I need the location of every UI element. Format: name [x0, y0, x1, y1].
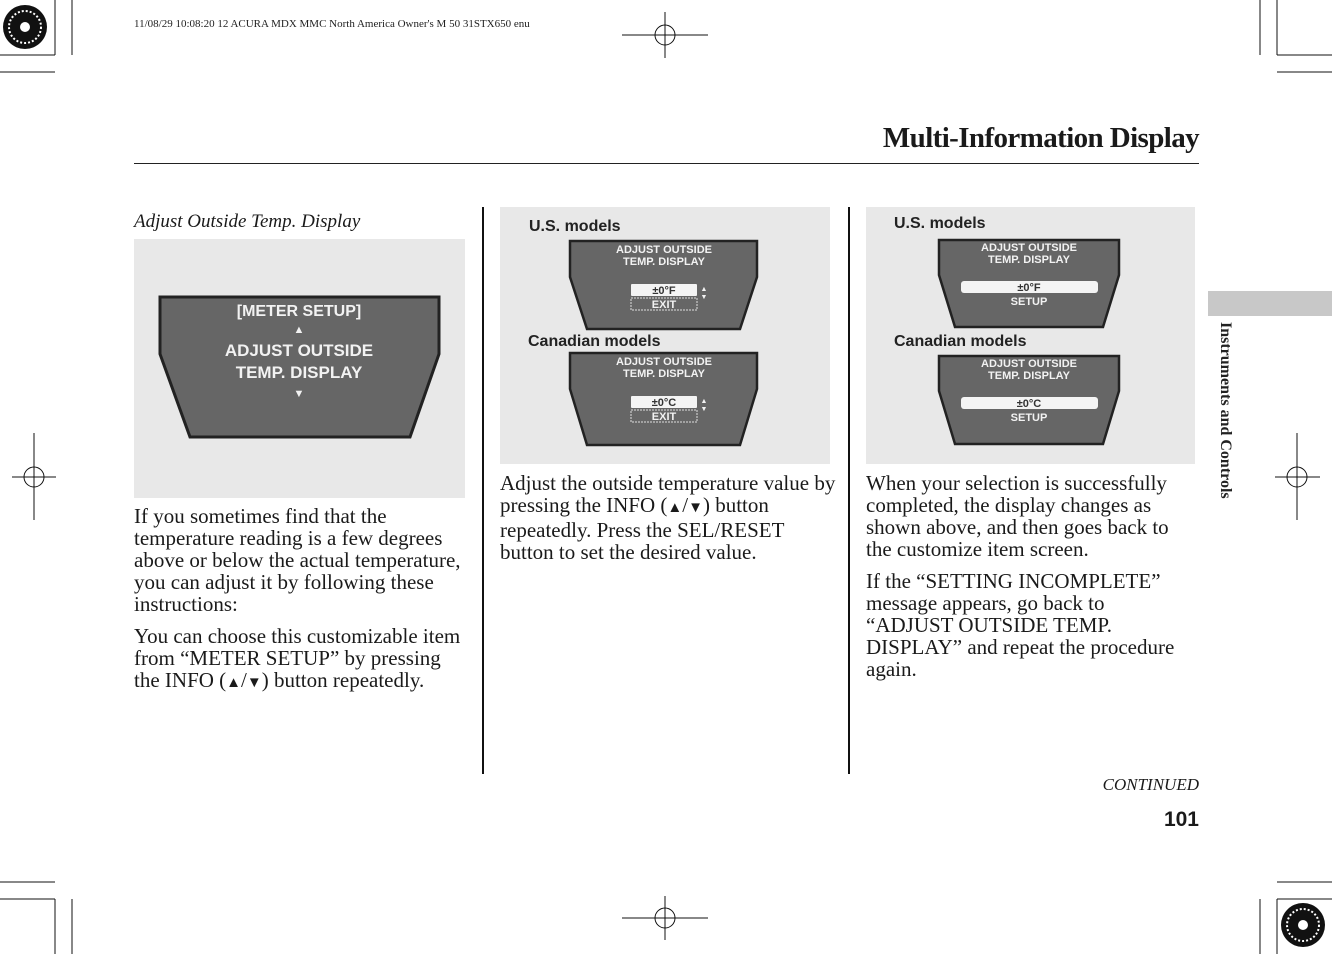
up-arrow-icon: ▲ — [293, 324, 305, 336]
intro-paragraph: If you sometimes find that the temperature reading is a few degrees above or below the actual temperature, you can adjust it by following these instructions: — [134, 504, 461, 616]
down-arrow-icon: ▼ — [246, 675, 262, 691]
down-arrow-icon: ▼ — [688, 500, 703, 516]
lcd-displays — [500, 207, 830, 464]
lcd-line-adjust: ADJUST OUTSIDE — [981, 358, 1077, 370]
down-arrow-icon: ▼ — [700, 406, 708, 413]
subheading: Adjust Outside Temp. Display — [134, 211, 361, 232]
section-label: Instruments and Controls — [1217, 322, 1234, 499]
canadian-models-label: Canadian models — [528, 333, 661, 350]
lcd-line-temp: TEMP. DISPLAY — [988, 254, 1070, 266]
column-divider — [482, 207, 484, 774]
exit-label: EXIT — [651, 299, 677, 311]
print-info: 11/08/29 10:08:20 12 ACURA MDX MMC North America Owner's M 50 31STX650 enu — [134, 18, 530, 30]
down-arrow-icon: ▼ — [700, 294, 708, 301]
col1-text — [134, 505, 470, 704]
down-arrow-icon: ▼ — [293, 388, 305, 400]
up-arrow-icon: ▲ — [667, 500, 683, 516]
page-number: 101 — [1163, 808, 1199, 831]
column-divider — [848, 207, 850, 774]
exit-display-illustration — [500, 207, 830, 464]
lcd-line-temp: TEMP. DISPLAY — [988, 370, 1070, 382]
exit-label: EXIT — [651, 411, 677, 423]
lcd-line-adjust: ADJUST OUTSIDE — [981, 242, 1077, 254]
lcd-line-temp: TEMP. DISPLAY — [623, 368, 705, 380]
section-tab — [1208, 291, 1332, 316]
setup-label: SETUP — [1010, 296, 1048, 308]
up-arrow-icon: ▲ — [700, 398, 708, 405]
us-temp-value: ±0°F — [652, 285, 676, 297]
lcd-line-adjust: ADJUST OUTSIDE — [616, 356, 712, 368]
up-arrow-icon: ▲ — [700, 286, 708, 293]
us-temp-value: ±0°F — [1017, 282, 1041, 294]
lcd-line-adjust: ADJUST OUTSIDE — [224, 341, 374, 360]
canadian-models-label: Canadian models — [894, 333, 1027, 350]
us-models-label: U.S. models — [529, 218, 621, 235]
col2-text — [500, 472, 836, 573]
continued-label: CONTINUED — [1102, 775, 1199, 794]
title-rule — [134, 163, 1199, 164]
up-arrow-icon: ▲ — [226, 675, 242, 691]
lcd-line-temp: TEMP. DISPLAY — [623, 256, 705, 268]
ca-temp-value: ±0°C — [1016, 398, 1042, 410]
setup-label: SETUP — [1010, 412, 1048, 424]
us-models-label: U.S. models — [894, 215, 986, 232]
lcd-display — [134, 239, 465, 498]
setup-display-illustration — [866, 207, 1195, 464]
adjust-paragraph: Adjust the outside temperature value by pressing the INFO (▲/▼) button repeatedly. Press the SEL/RESET button to set the desired value. — [500, 471, 836, 564]
lcd-line-meter-setup: [METER SETUP] — [236, 303, 362, 320]
completed-paragraph: When your selection is successfully completed, the display changes as shown above, and then goes back to the customize item screen. — [866, 471, 1169, 561]
lcd-line-temp: TEMP. DISPLAY — [235, 363, 363, 382]
incomplete-paragraph: If the “SETTING INCOMPLETE” message appears, go back to “ADJUST OUTSIDE TEMP. DISPLAY” and repeat the procedure again. — [866, 569, 1175, 681]
ca-temp-value: ±0°C — [651, 397, 677, 409]
lcd-line-adjust: ADJUST OUTSIDE — [616, 244, 712, 256]
meter-setup-illustration — [134, 239, 465, 498]
page-title: Multi-Information Display — [882, 122, 1199, 154]
meter-setup-paragraph: You can choose this customizable item from “METER SETUP” by pressing the INFO (▲/▼) button repeatedly. — [134, 624, 461, 692]
lcd-displays — [866, 207, 1195, 464]
col3-text — [866, 472, 1196, 690]
